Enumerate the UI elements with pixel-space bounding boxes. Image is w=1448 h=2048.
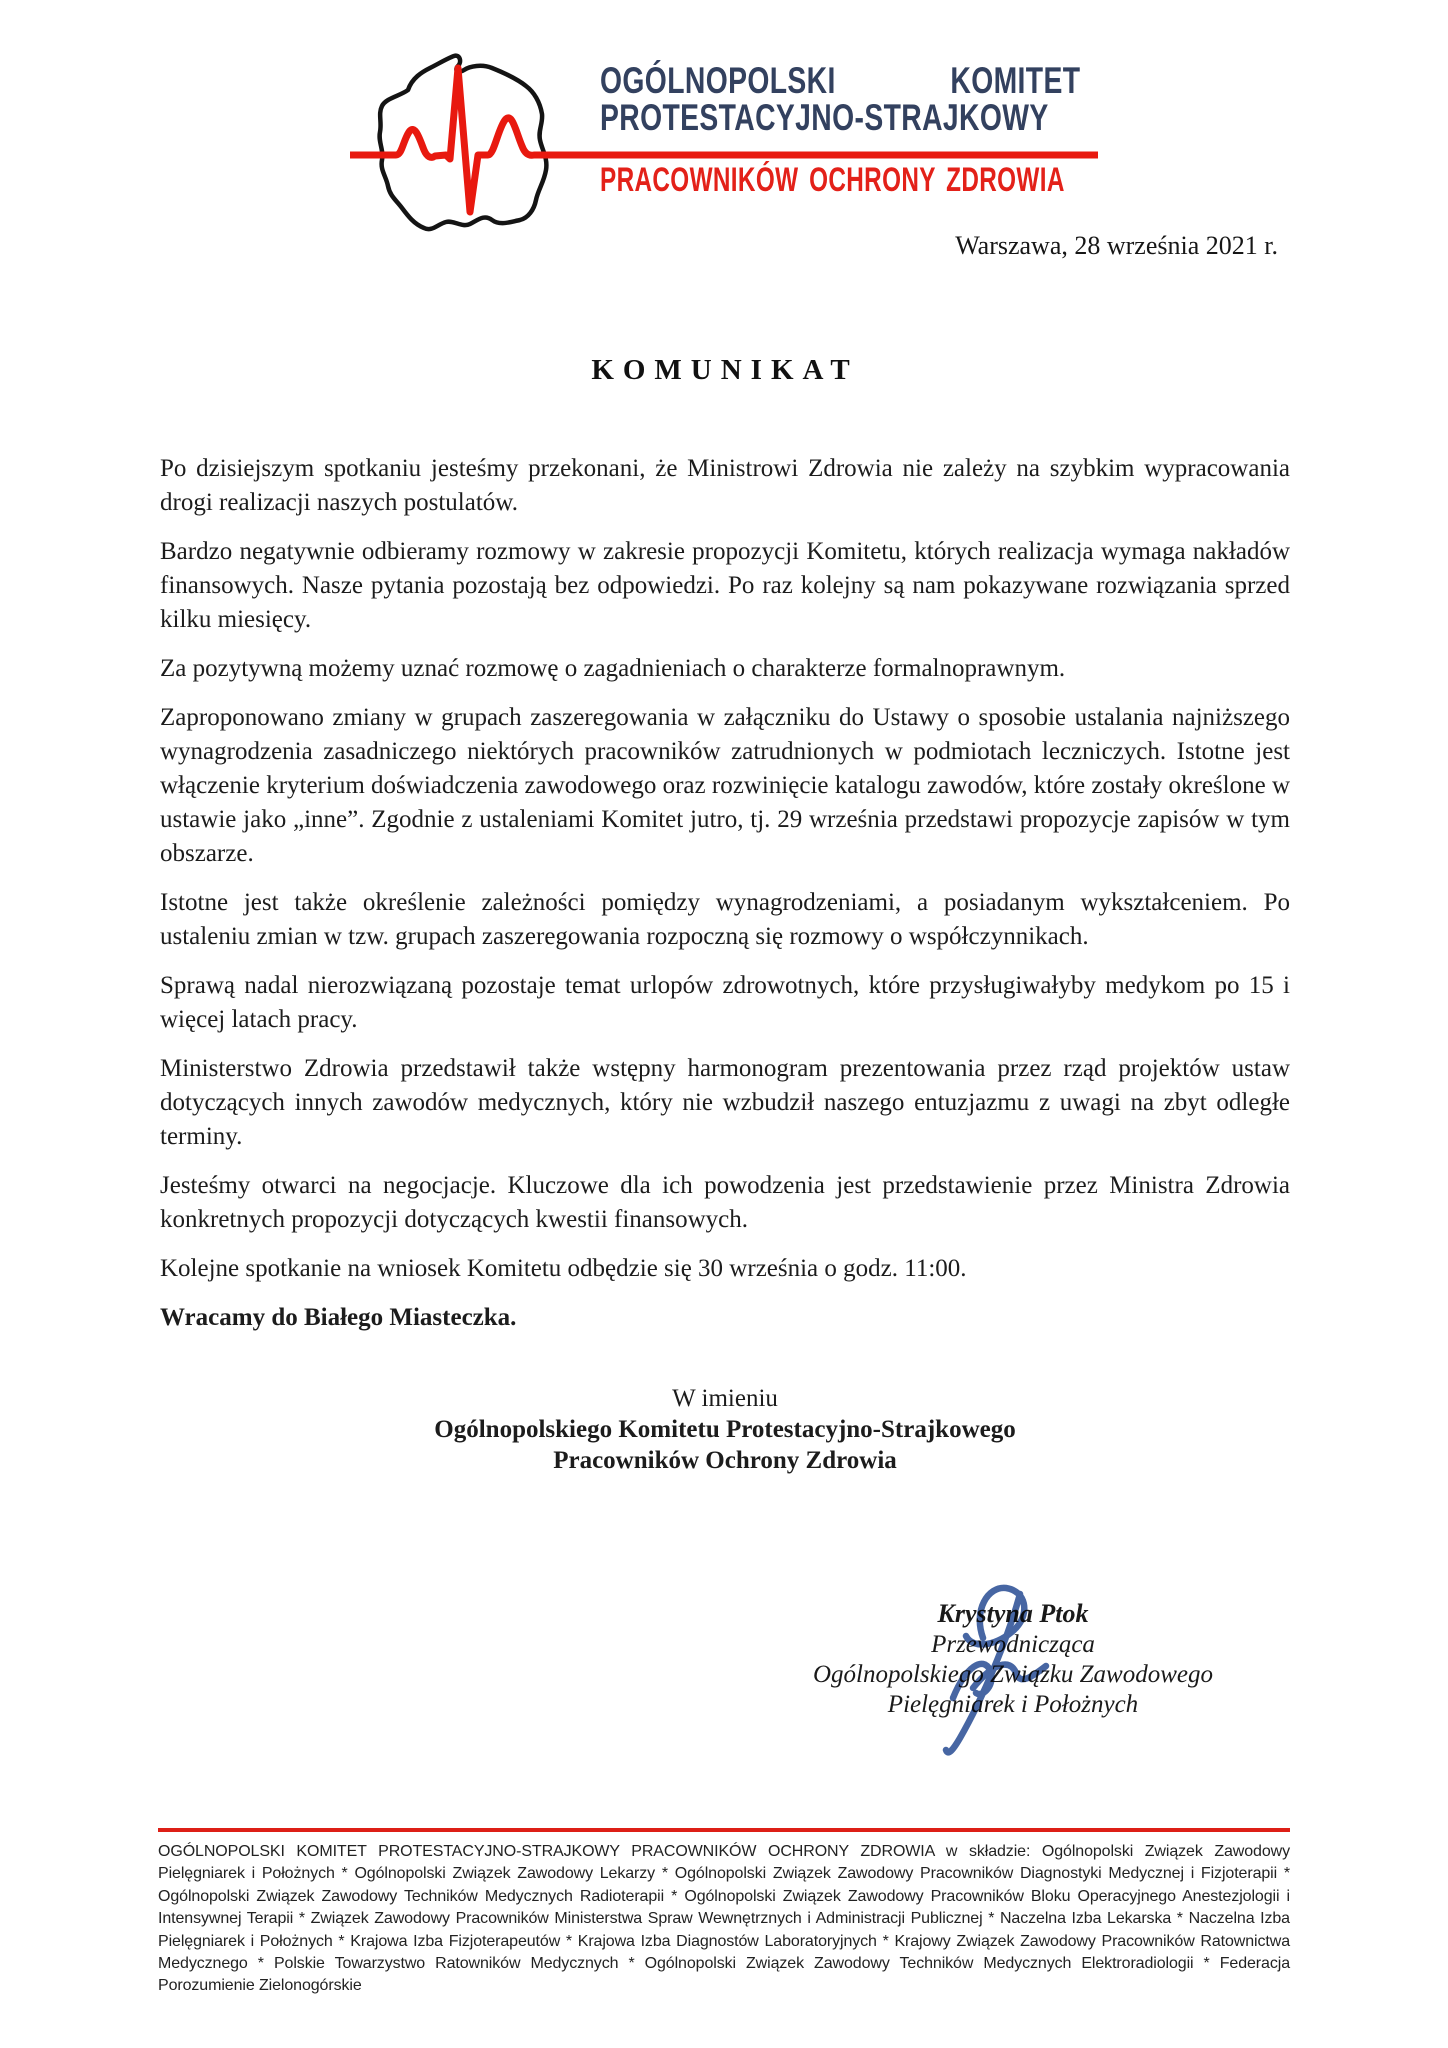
paragraph-1: Po dzisiejszym spotkaniu jesteśmy przekonani, że Ministrowi Zdrowia nie zależy na szybkim wypracowania drogi realizacji naszych postulatów. <box>160 455 1290 516</box>
signature-org-line2: Pielęgniarek i Położnych <box>887 1691 1139 1718</box>
paragraph-8: Jesteśmy otwarci na negocjacje. Kluczowe dla ich powodzenia jest przedstawienie przez Ministra Zdrowia konkretnych propozycji dotyczących kwestii finansowych. <box>160 1172 1290 1233</box>
on-behalf-block <box>160 1383 1290 1476</box>
date-line: Warszawa, 28 września 2021 r. <box>955 231 1278 260</box>
paragraph-7: Ministerstwo Zdrowia przedstawił także wstępny harmonogram prezentowania przez rząd projektów ustaw dotyczących innych zawodów medycznych, który nie wzbudził naszego entuzjazmu z uwagi na zbyt odległe terminy. <box>160 1055 1290 1150</box>
logo-title-line2: PROTESTACYJNO-STRAJKOWY <box>600 97 1049 138</box>
closing-statement: Wracamy do Białego Miasteczka. <box>160 1304 517 1331</box>
footer-divider <box>158 1828 1290 1832</box>
on-behalf-org-line1: Ogólnopolskiego Komitetu Protestacyjno-Strajkowego <box>434 1416 1016 1443</box>
signature-org-line1: Ogólnopolskiego Związku Zawodowego <box>812 1661 1213 1688</box>
logo <box>350 28 1098 258</box>
paragraph-2: Bardzo negatywnie odbieramy rozmowy w zakresie propozycji Komitetu, których realizacja wymaga nakładów finansowych. Nasze pytania pozostają bez odpowiedzi. Po raz kolejny są nam pokazywane rozwiązania sprzed kilku miesięcy. <box>160 538 1290 633</box>
signature-name: Krystyna Ptok <box>937 1599 1089 1628</box>
logo-title <box>600 62 1080 136</box>
signature-role: Przewodnicząca <box>931 1631 1095 1658</box>
on-behalf-org-line2: Pracowników Ochrony Zdrowia <box>553 1447 897 1474</box>
document-body <box>160 452 1290 1476</box>
on-behalf-intro: W imieniu <box>672 1385 778 1412</box>
paragraph-9: Kolejne spotkanie na wniosek Komitetu odbędzie się 30 września o godz. 11:00. <box>160 1255 967 1282</box>
paragraph-5: Istotne jest także określenie zależności pomiędzy wynagrodzeniami, a posiadanym wykształceniem. Po ustaleniu zmian w tzw. grupach zaszeregowania rozpoczną się rozmowy o współczynnikach. <box>160 889 1290 950</box>
footer <box>158 1828 1290 1998</box>
logo-title-line1: OGÓLNOPOLSKI KOMITET <box>600 60 1081 101</box>
footer-members-text: OGÓLNOPOLSKI KOMITET PROTESTACYJNO-STRAJKOWY PRACOWNIKÓW OCHRONY ZDROWIA w składzie: Ogólnopolski Związek Zawodowy Pielęgniarek i Położnych * Ogólnopolski Związek Zawodowy Lekarzy * Ogólnopolski Związek Zawodowy Pracowników Diagnostyki Medycznej i Fizjoterapii * Ogólnopolski Związek Zawodowy Techników Medycznych Radioterapii * Ogólnopolski Związek Zawodowy Pracowników Bloku Operacyjnego Anestezjologii i Intensywnej Terapii * Związek Zawodowy Pracowników Ministerstwa Spraw Wewnętrznych i Administracji Publicznej * Naczelna Izba Lekarska * Naczelna Izba Pielęgniarek i Położnych * Krajowa Izba Fizjoterapeutów * Krajowa Izba Diagnostów Laboratoryjnych * Krajowy Związek Zawodowy Pracowników Ratownictwa Medycznego * Polskie Towarzystwo Ratowników Medycznych * Ogólnopolski Związek Zawodowy Techników Medycznych Elektroradiologii * Federacja Porozumienie Zielonogórskie <box>158 1843 1290 1995</box>
logo-subtitle: PRACOWNIKÓW OCHRONY ZDROWIA <box>600 161 1065 199</box>
handwritten-signature-icon <box>918 1580 1068 1768</box>
paragraph-4: Zaproponowano zmiany w grupach zaszeregowania w załączniku do Ustawy o sposobie ustalania najniższego wynagrodzenia zasadniczego niektórych pracowników zatrudnionych w podmiotach leczniczych. Istotne jest włączenie kryterium doświadczenia zawodowego oraz rozwinięcie katalogu zawodów, które zostały określone w ustawie jako „inne”. Zgodnie z ustaleniami Komitet jutro, tj. 29 września przedstawi propozycje zapisów w tym obszarze. <box>160 704 1290 867</box>
document-title: KOMUNIKAT <box>591 354 859 386</box>
paragraph-6: Sprawą nadal nierozwiązaną pozostaje temat urlopów zdrowotnych, które przysługiwałyby medykom po 15 i więcej latach pracy. <box>160 972 1290 1033</box>
paragraph-3: Za pozytywną możemy uznać rozmowę o zagadnieniach o charakterze formalnoprawnym. <box>160 655 1066 682</box>
